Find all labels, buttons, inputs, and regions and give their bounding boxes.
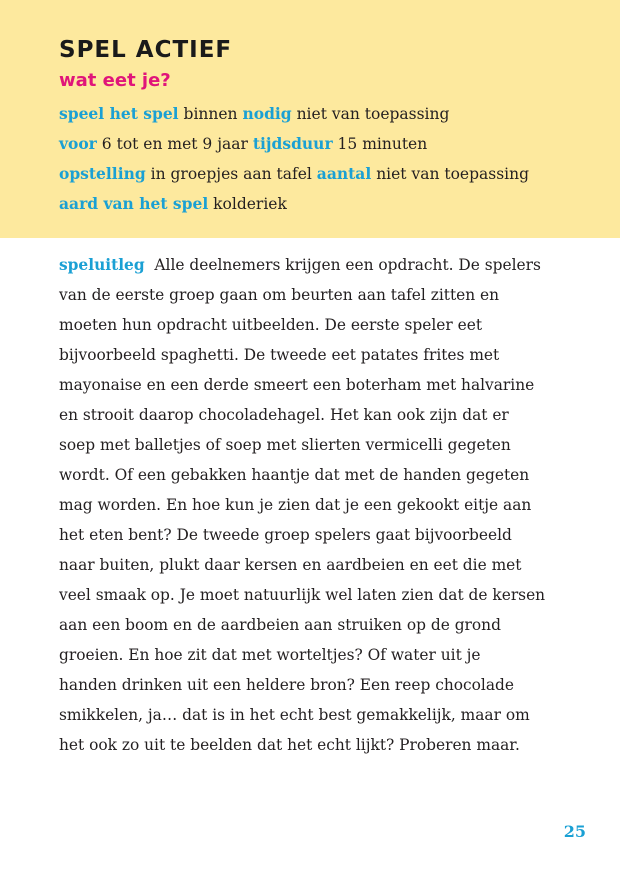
explanation-line: van de eerste groep gaan om beurten aan tafel zitten en [59, 286, 500, 304]
explanation-line: bijvoorbeeld spaghetti. De tweede eet patates frites met [59, 346, 500, 364]
info-value: binnen [183, 105, 238, 123]
explanation-label: speluitleg [59, 256, 145, 274]
page-number: 25 [563, 822, 586, 841]
explanation-line: het ook zo uit te beelden dat het echt lijkt? Proberen maar. [59, 736, 520, 754]
info-row [59, 100, 529, 130]
page-title: SPEL ACTIEF [59, 37, 233, 63]
info-label: speel het spel [59, 104, 179, 123]
game-explanation [59, 250, 564, 760]
explanation-line: aan een boom en de aardbeien aan struiken op de grond [59, 616, 501, 634]
info-value: niet van toepassing [376, 165, 530, 183]
game-subtitle: wat eet je? [59, 70, 171, 91]
explanation-line: handen drinken uit een heldere bron? Een reep chocolade [59, 676, 514, 694]
explanation-line: moeten hun opdracht uitbeelden. De eerste speler eet [59, 316, 483, 334]
game-info [59, 100, 529, 220]
explanation-line: smikkelen, ja… dat is in het echt best gemakkelijk, maar om [59, 706, 530, 724]
info-label: opstelling [59, 164, 146, 183]
explanation-line: naar buiten, plukt daar kersen en aardbeien en eet die met [59, 556, 522, 574]
info-value: 6 tot en met 9 jaar [101, 135, 248, 153]
info-value: kolderiek [213, 195, 287, 213]
info-value: niet van toepassing [296, 105, 450, 123]
info-label: aard van het spel [59, 194, 209, 213]
explanation-line: veel smaak op. Je moet natuurlijk wel laten zien dat de kersen [59, 586, 546, 604]
info-label: aantal [316, 164, 372, 183]
info-row [59, 160, 529, 190]
info-label: tijdsduur [252, 134, 333, 153]
info-label: nodig [242, 104, 292, 123]
info-value: 15 minuten [337, 135, 428, 153]
info-row [59, 190, 529, 220]
info-value: in groepjes aan tafel [150, 165, 312, 183]
explanation-line: groeien. En hoe zit dat met worteltjes? Of water uit je [59, 646, 481, 664]
explanation-line: mag worden. En hoe kun je zien dat je een gekookt eitje aan [59, 496, 532, 514]
explanation-line: wordt. Of een gebakken haantje dat met de handen gegeten [59, 466, 530, 484]
info-row [59, 130, 529, 160]
explanation-line: en strooit daarop chocoladehagel. Het kan ook zijn dat er [59, 406, 509, 424]
explanation-line: het eten bent? De tweede groep spelers gaat bijvoorbeeld [59, 526, 512, 544]
explanation-line: mayonaise en een derde smeert een boterham met halvarine [59, 376, 535, 394]
info-label: voor [59, 134, 97, 153]
explanation-line [59, 250, 564, 280]
explanation-line: soep met balletjes of soep met slierten vermicelli gegeten [59, 436, 511, 454]
explanation-text: Alle deelnemers krijgen een opdracht. De spelers [154, 256, 541, 274]
